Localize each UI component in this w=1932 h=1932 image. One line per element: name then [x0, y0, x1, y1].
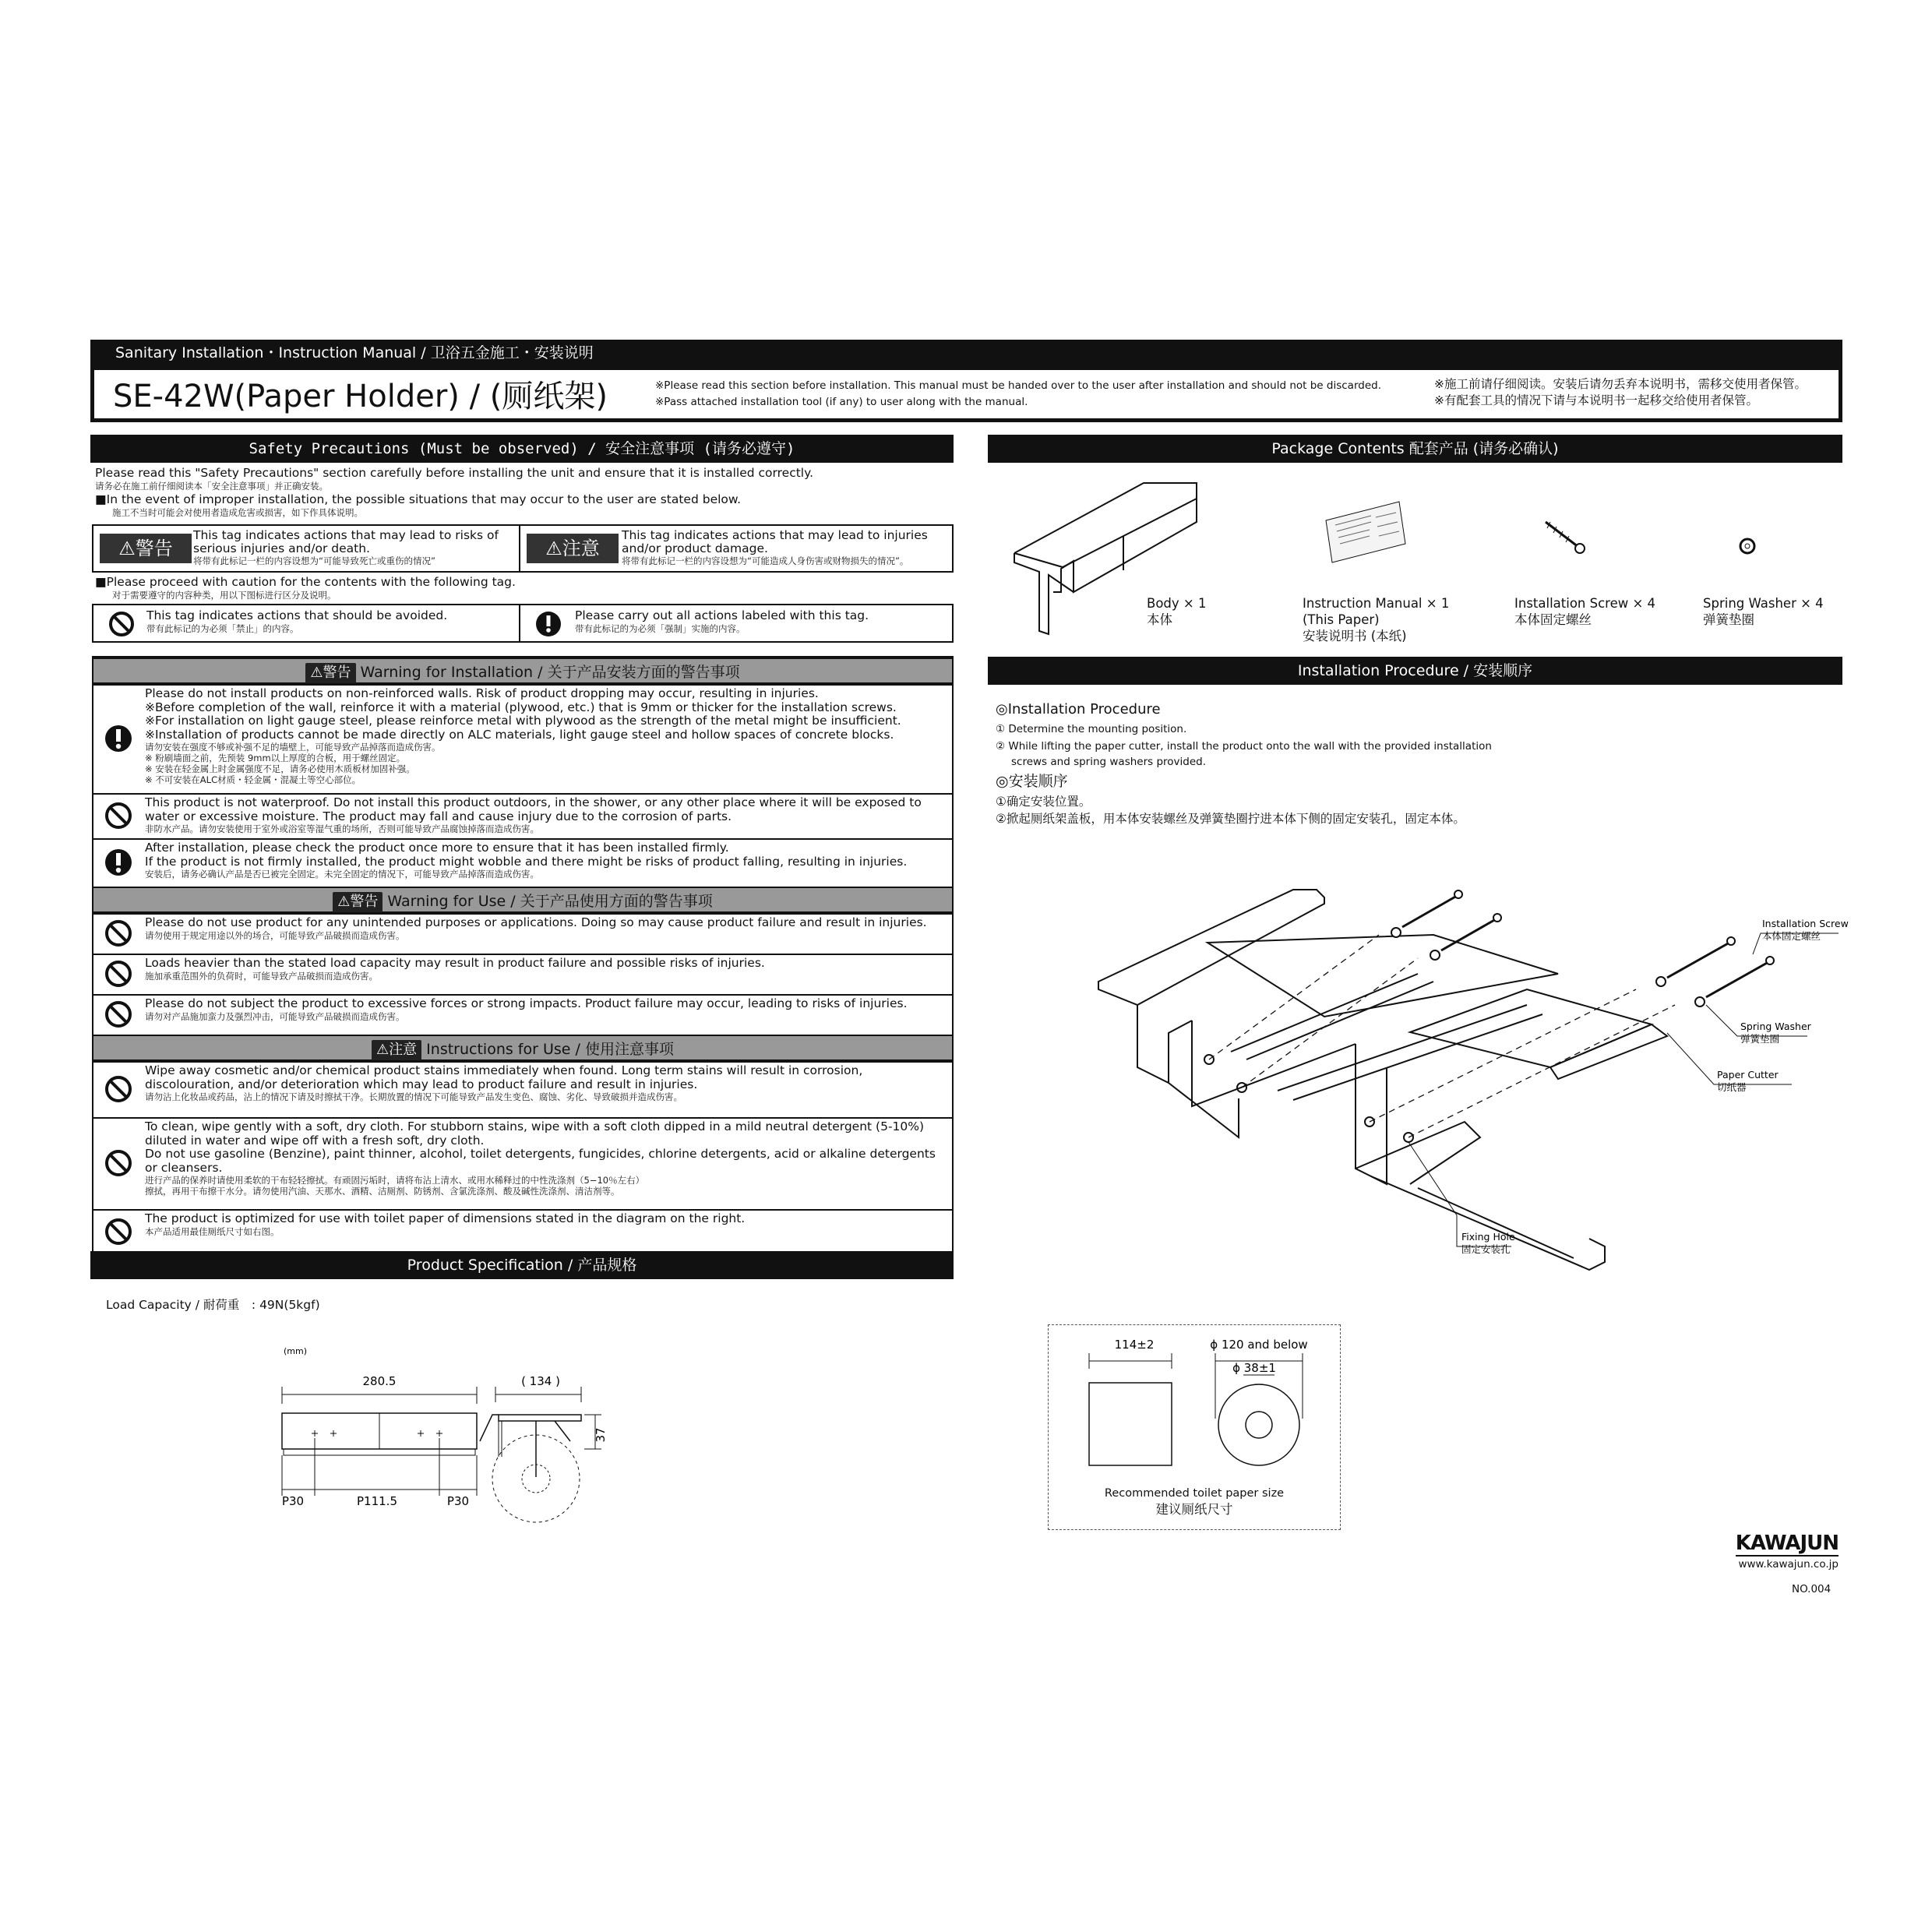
warning-text-en: Wipe away cosmetic and/or chemical product stains immediately when found. Long term stains will result in corrosion, discolouration, and/or deterioration which may lead to product failure and result in injuries. [145, 1063, 863, 1091]
caution-tag: ⚠注意 [527, 534, 619, 563]
package-bar: Package Contents 配套产品 (请务必确认) [988, 435, 1842, 463]
warning-row [93, 994, 952, 1035]
safety-bar: Safety Precautions (Must be observed) / 安全注意事项 (请务必遵守) [90, 435, 954, 463]
paper-caption-zh: 建议厕纸尺寸 [1155, 1502, 1233, 1517]
warning-text-en: Please do not install products on non-reinforced walls. Risk of product dropping may occur, resulting in injuries. ※Before completion of the wall, reinforce it with a material (plywood, etc.) that is 9mm or thicker for the installation screws. ※For installation on light gauge steel, please reinforce metal with plywood as the strength of the metal might be insufficient. ※Installation of products cannot be made directly on ALC materials, light gauge steel and hollow spaces of concrete blocks. [145, 686, 901, 742]
warning-text [145, 1212, 946, 1237]
warning-use-bar [93, 887, 952, 913]
pitch-center: P111.5 [357, 1494, 397, 1508]
icon-legend-box [92, 604, 954, 643]
package-body-en: Body × 1 [1147, 596, 1207, 611]
brand-name: KAWAJUN [1735, 1532, 1839, 1555]
safety-intro [95, 466, 952, 519]
callout-hole-zh: 固定安装孔 [1461, 1243, 1511, 1255]
callout-screw-zh: 本体固定螺丝 [1762, 930, 1821, 942]
paper-caption-en: Recommended toilet paper size [1104, 1487, 1285, 1500]
unit-label: (mm) [284, 1346, 308, 1356]
height-dim: 37 [594, 1427, 608, 1443]
warning-text [145, 841, 946, 880]
package-washer-zh: 弹簧垫圈 [1703, 612, 1754, 627]
proceed-en: ■Please proceed with caution for the contents with the following tag. [95, 575, 516, 589]
warning-text-zh: 请勿对产品施加蛮力及强烈冲击，可能导致产品破损而造成伤害。 [145, 1010, 405, 1022]
title-box [90, 366, 1842, 422]
screw-illustration [1542, 517, 1589, 556]
callout-cutter-zh: 切纸器 [1717, 1081, 1747, 1093]
warning-row [93, 684, 952, 793]
warning-row [93, 1117, 952, 1209]
warning-text [145, 1120, 946, 1197]
carry-desc [575, 608, 869, 635]
warning-row [93, 1061, 952, 1117]
install-bar: Installation Procedure / 安装顺序 [988, 657, 1842, 685]
proceed-zh: 对于需要遵守的内容种类，用以下图标进行区分及说明。 [112, 590, 337, 601]
warning-text-zh: 请勿使用于规定用途以外的场合，可能导致产品破损而造成伤害。 [145, 929, 405, 941]
callout-cutter-en: Paper Cutter [1717, 1069, 1779, 1081]
section-title: Instructions for Use / 使用注意事项 [426, 1041, 674, 1058]
prohibited-icon [103, 1148, 134, 1182]
paper-size-caption [1049, 1486, 1340, 1518]
carry-zh: 带有此标记的为必须「强制」实施的内容。 [575, 623, 746, 634]
tag-legend-box [92, 524, 954, 573]
install-head-zh: ◎安装顺序 [996, 773, 1068, 790]
spec-bar: Product Specification / 产品规格 [90, 1251, 954, 1279]
warning-text-zh: 请勿沾上化妆品或药品，沾上的情况下请及时擦拭干净。长期放置的情况下可能导致产品发生变色、腐蚀、劣化、导致破损并造成伤害。 [145, 1091, 682, 1102]
paper-core-dim: ϕ 38±1 [1232, 1361, 1276, 1375]
paper-size-drawing [1049, 1325, 1341, 1481]
warning-text [145, 916, 946, 941]
mandatory-icon [103, 723, 134, 757]
install-step1-zh: ①确定安装位置。 [996, 795, 1091, 809]
warning-tag-desc [193, 529, 505, 567]
warning-text [145, 1064, 946, 1102]
header-note-en [655, 378, 1512, 411]
warning-row [93, 913, 952, 954]
paper-diameter-dim: ϕ 120 and below [1210, 1338, 1308, 1352]
warning-row [93, 954, 952, 994]
package-washer-en: Spring Washer × 4 [1703, 596, 1824, 611]
package-item-screw [1514, 595, 1655, 628]
warning-text-zh: 安装后，请务必确认产品是否已被完全固定。未完全固定的情况下，可能导致产品掉落而造成伤害。 [145, 869, 539, 880]
warning-row [93, 1209, 952, 1254]
package-manual-en2: (This Paper) [1303, 612, 1380, 627]
callout-hole-en: Fixing Hole [1461, 1231, 1515, 1243]
prohibited-icon [103, 800, 134, 834]
prohibited-icon [103, 1216, 134, 1250]
prohibited-icon [108, 610, 136, 638]
warning-tag-zh: 将带有此标记一栏的内容设想为“可能导致死亡或重伤的情况” [193, 555, 435, 566]
document-number: NO.004 [1792, 1583, 1832, 1595]
safety-event-zh: 施工不当时可能会对使用者造成危害或损害，如下作具体说明。 [112, 507, 363, 518]
brand-url: www.kawajun.co.jp [1738, 1558, 1839, 1571]
warning-text-en: Please do not subject the product to excessive forces or strong impacts. Product failure may occur, leading to risks of injuries. [145, 996, 908, 1010]
washer-illustration [1736, 534, 1759, 558]
load-capacity: Load Capacity / 耐荷重 : 49N(5kgf) [106, 1298, 320, 1312]
paper-width-dim: 114±2 [1114, 1338, 1155, 1352]
warning-tag-en: This tag indicates actions that may lead to risks of serious injuries and/or death. [193, 528, 499, 555]
callout-screw-en: Installation Screw [1762, 918, 1849, 929]
header-note-zh [1434, 376, 1839, 409]
pitch-right: P30 [446, 1494, 470, 1508]
warning-tag-icon: ⚠注意 [372, 1040, 421, 1060]
warning-text-en: This product is not waterproof. Do not install this product outdoors, in the shower, or any other place where it will be exposed to water or excessive moisture. The product may fall and cause injury due to the corrosion of parts. [145, 795, 922, 823]
warning-text [145, 796, 946, 834]
install-step2-en: ② While lifting the paper cutter, install the product onto the wall with the provided installation [996, 740, 1492, 753]
package-item-manual [1303, 595, 1449, 644]
prohibited-icon [103, 958, 134, 992]
header-note-en-2: ※Pass attached installation tool (if any) to user along with the manual. [655, 396, 1028, 408]
avoid-zh: 带有此标记的为必须「禁止」的内容。 [146, 623, 299, 634]
depth-dim: ( 134 ) [521, 1374, 560, 1388]
install-step2-zh: ②掀起厕纸架盖板，用本体安装螺丝及弹簧垫圈拧进本体下侧的固定安装孔，固定本体。 [996, 812, 1465, 826]
warning-text [145, 957, 946, 982]
pitch-left: P30 [281, 1494, 305, 1508]
manual-category: Sanitary Installation・Instruction Manual / 卫浴五金施工・安装说明 [115, 344, 594, 361]
manual-illustration [1324, 499, 1410, 576]
width-dim: 280.5 [362, 1374, 397, 1388]
install-head-en: ◎Installation Procedure [996, 701, 1161, 717]
prohibited-icon [103, 918, 134, 952]
paper-size-box [1048, 1324, 1341, 1530]
divider [519, 526, 520, 571]
warning-tag-icon: ⚠警告 [333, 892, 383, 912]
header-note-zh-2: ※有配套工具的情况下请与本说明书一起移交给使用者保管。 [1434, 393, 1758, 407]
proceed-note [95, 575, 952, 601]
warnings-table [92, 656, 954, 1256]
page-title: SE-42W(Paper Holder) / (厕纸架) [113, 379, 608, 414]
install-step2-en-b: screws and spring washers provided. [1011, 756, 1207, 768]
carry-en: Please carry out all actions labeled with this tag. [575, 608, 869, 622]
section-title: Warning for Use / 关于产品使用方面的警告事项 [387, 893, 713, 910]
callout-washer-en: Spring Washer [1740, 1021, 1811, 1032]
section-title: Warning for Installation / 关于产品安装方面的警告事项 [360, 664, 740, 681]
warning-install-bar [93, 658, 952, 684]
warning-text-zh: 请勿安装在强度不够或补强不足的墙壁上，可能导致产品掉落而造成伤害。 ※ 粉刷墙面之前，先预装 9mm以上厚度的合板，用于螺丝固定。 ※ 安装在轻金属上时金属强度不足，请务必使用木质板材加固补强。 ※ 不可安装在ALC材质・轻金属・混凝土等空心部位。 [145, 742, 441, 785]
package-body-zh: 本体 [1147, 612, 1172, 627]
package-manual-zh: 安装说明书 (本纸) [1303, 629, 1407, 643]
brand-logo [1714, 1532, 1839, 1572]
divider [519, 605, 520, 641]
package-screw-zh: 本体固定螺丝 [1514, 612, 1592, 627]
caution-tag-en: This tag indicates actions that may lead to injuries and/or product damage. [622, 528, 928, 555]
caution-tag-zh: 将带有此标记一栏的内容设想为“可能造成人身伤害或财物损失的情况”。 [622, 555, 909, 566]
warning-row [93, 838, 952, 887]
header-note-en-1: ※Please read this section before installation. This manual must be handed over to the user after installation and should not be discarded. [655, 379, 1381, 392]
warning-tag-icon: ⚠警告 [305, 663, 355, 683]
warning-text-zh: 进行产品的保养时请使用柔软的干布轻轻擦拭。有顽固污垢时，请将布沾上清水、或用水稀释过的中性洗涤剂（5−10％左右） 擦拭，再用干布擦干水分。请勿使用汽油、天那水、酒精、洁厕剂、防锈剂、含氯洗涤剂、酸及碱性洗涤剂、清洁剂等。 [145, 1175, 645, 1197]
safety-intro-en: Please read this "Safety Precautions" section carefully before installing the unit and ensure that it is installed correctly. [95, 466, 814, 480]
callout-washer-zh: 弹簧垫圈 [1740, 1033, 1780, 1045]
warning-text-en: The product is optimized for use with toilet paper of dimensions stated in the diagram on the right. [145, 1211, 746, 1225]
warning-text-zh: 非防水产品。请勿安装使用于室外或浴室等湿气重的场所，否则可能导致产品腐蚀掉落而造成伤害。 [145, 823, 539, 834]
warning-text-en: After installation, please check the product once more to ensure that it has been installed firmly. If the product is not firmly installed, the product might wobble and there might be risks of product falling, resulting in injuries. [145, 841, 908, 869]
dimension-drawing [265, 1340, 639, 1535]
prohibited-icon [103, 1074, 134, 1108]
package-manual-en: Instruction Manual × 1 [1303, 596, 1450, 611]
warning-text-en: To clean, wipe gently with a soft, dry cloth. For stubborn stains, wipe with a soft cloth dipped in a mild neutral detergent (5-10%) diluted in water and wipe off with a fresh soft, dry cloth. Do not use gasoline (Benzine), paint thinner, alcohol, toilet detergents, fungicides, chlorine detergents, acid or alkaline detergents or cleansers. [145, 1119, 936, 1175]
manual-category-bar [90, 340, 1842, 366]
installation-diagram [1091, 880, 1849, 1301]
safety-intro-zh: 请务必在施工前仔细阅读本「安全注意事项」并正确安装。 [95, 481, 328, 492]
warning-text-en: Please do not use product for any unintended purposes or applications. Doing so may cause product failure and result in injuries. [145, 915, 927, 929]
package-item-washer [1703, 595, 1824, 628]
safety-event-en: ■In the event of improper installation, the possible situations that may occur to the user are stated below. [95, 492, 742, 506]
package-item-body [1147, 595, 1206, 628]
prohibited-icon [103, 999, 134, 1033]
instructions-use-bar [93, 1035, 952, 1061]
header-note-zh-1: ※施工前请仔细阅读。安装后请勿丢弃本说明书，需移交使用者保管。 [1434, 377, 1807, 391]
mandatory-icon [534, 610, 562, 638]
warning-text-en: Loads heavier than the stated load capacity may result in product failure and possible risks of injuries. [145, 956, 765, 970]
caution-tag-desc [622, 529, 949, 567]
avoid-en: This tag indicates actions that should be avoided. [146, 608, 448, 622]
warning-text-zh: 施加承重范围外的负荷时，可能导致产品破损而造成伤害。 [145, 970, 378, 982]
install-steps [996, 700, 1837, 827]
warning-text [145, 687, 946, 785]
avoid-desc [146, 608, 447, 635]
warning-text [145, 997, 946, 1022]
warning-text-zh: 本产品适用最佳厕纸尺寸如右图。 [145, 1225, 280, 1237]
warning-row [93, 793, 952, 838]
install-step1-en: ① Determine the mounting position. [996, 723, 1187, 735]
warning-tag: ⚠警告 [100, 534, 192, 563]
mandatory-icon [103, 847, 134, 881]
package-screw-en: Installation Screw × 4 [1514, 596, 1656, 611]
